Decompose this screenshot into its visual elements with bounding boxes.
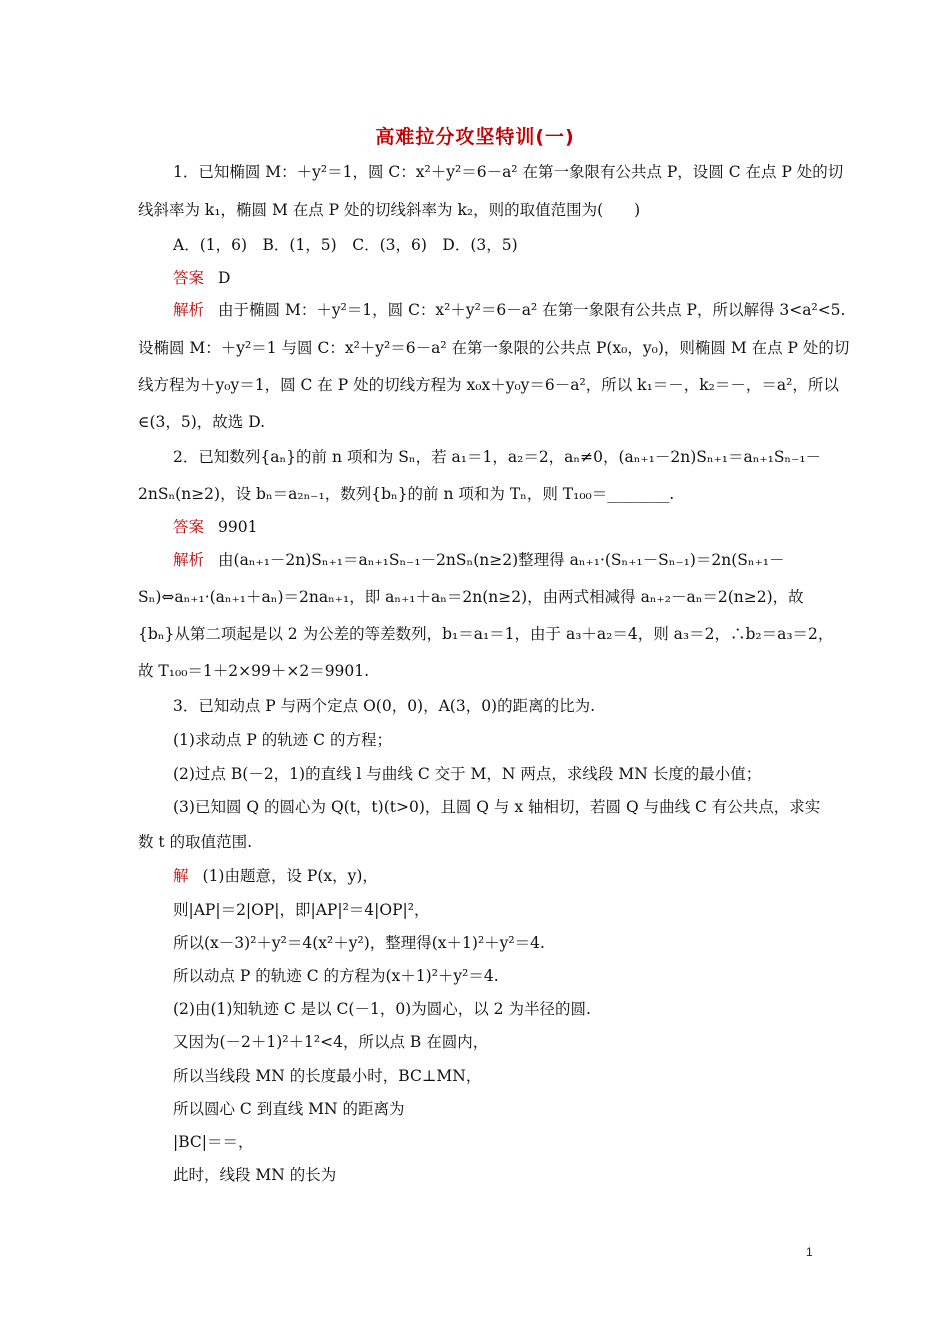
q1-stem-line-2: 线斜率为 k₁，椭圆 M 在点 P 处的切线斜率为 k₂，则的取值范围为( ) bbox=[138, 201, 641, 219]
q2-analysis-line-4: 故 T₁₀₀＝1＋2×99＋×2＝9901. bbox=[138, 662, 370, 680]
q3-stem-line-1: 3．已知动点 P 与两个定点 O(0，0)，A(3，0)的距离的比为. bbox=[173, 697, 596, 715]
q1-analysis-line-2: 设椭圆 M：＋y²＝1 与圆 C：x²＋y²＝6－a² 在第一象限的公共点 P(x₀，y₀)，则椭圆 M 在点 P 处的切 bbox=[138, 339, 850, 357]
answer-label: 答案 bbox=[173, 518, 205, 536]
analysis-text: 由于椭圆 M：＋y²＝1，圆 C：x²＋y²＝6－a² 在第一象限有公共点 P，所以解得 3<a²<5. bbox=[218, 301, 846, 319]
solution-text: (1)由题意，设 P(x，y)， bbox=[202, 867, 378, 885]
q3-solution-line-7: 所以当线段 MN 的长度最小时，BC⊥MN， bbox=[173, 1067, 482, 1085]
q3-part-2: (2)过点 B(－2，1)的直线 l 与曲线 C 交于 M，N 两点，求线段 MN 长度的最小值； bbox=[173, 765, 762, 783]
q1-answer bbox=[173, 268, 230, 288]
q3-part-3-line-1: (3)已知圆 Q 的圆心为 Q(t，t)(t>0)，且圆 Q 与 x 轴相切，若圆 Q 与曲线 C 有公共点，求实 bbox=[173, 798, 821, 816]
q1-analysis-line-1 bbox=[173, 300, 845, 320]
q3-solution-line-8: 所以圆心 C 到直线 MN 的距离为 bbox=[173, 1100, 405, 1118]
q2-stem-line-1: 2．已知数列{aₙ}的前 n 项和为 Sₙ，若 a₁＝1，a₂＝2，aₙ≠0，(aₙ₊₁－2n)Sₙ₊₁＝aₙ₊₁Sₙ₋₁－ bbox=[173, 448, 822, 466]
analysis-label: 解析 bbox=[173, 551, 205, 569]
solution-label: 解 bbox=[173, 867, 189, 885]
q3-part-3-line-2: 数 t 的取值范围. bbox=[138, 833, 253, 851]
q1-options: A．(1，6) B．(1，5) C．(3，6) D．(3，5) bbox=[173, 236, 518, 254]
q1-analysis-line-3: 线方程为＋y₀y＝1，圆 C 在 P 处的切线方程为 x₀x＋y₀y＝6－a²，所以 k₁＝－，k₂＝－，＝a²，所以 bbox=[138, 376, 839, 394]
q1-analysis-line-4: ∈(3，5)，故选 D. bbox=[138, 413, 266, 431]
q2-analysis-line-2: Sₙ)⇔aₙ₊₁·(aₙ₊₁＋aₙ)＝2naₙ₊₁，即 aₙ₊₁＋aₙ＝2n(n≥2)，由两式相减得 aₙ₊₂－aₙ＝2(n≥2)，故 bbox=[138, 588, 804, 606]
q2-analysis-line-1 bbox=[173, 550, 785, 570]
analysis-text: 由(aₙ₊₁－2n)Sₙ₊₁＝aₙ₊₁Sₙ₋₁－2nSₙ(n≥2)整理得 aₙ₊₁·(Sₙ₊₁－Sₙ₋₁)＝2n(Sₙ₊₁－ bbox=[218, 551, 785, 569]
q2-analysis-line-3: {bₙ}从第二项起是以 2 为公差的等差数列，b₁＝a₁＝1，由于 a₃＋a₂＝4，则 a₃＝2，∴b₂＝a₃＝2， bbox=[138, 625, 834, 643]
q3-solution-line-10: 此时，线段 MN 的长为 bbox=[173, 1166, 337, 1184]
q3-solution-line-4: 所以动点 P 的轨迹 C 的方程为(x＋1)²＋y²＝4. bbox=[173, 967, 499, 985]
answer-value: 9901 bbox=[218, 518, 258, 536]
q3-solution-line-6: 又因为(－2＋1)²＋1²<4，所以点 B 在圆内， bbox=[173, 1033, 489, 1051]
answer-label: 答案 bbox=[173, 269, 205, 287]
q1-stem-line-1: 1．已知椭圆 M：＋y²＝1，圆 C：x²＋y²＝6－a² 在第一象限有公共点 P，设圆 C 在点 P 处的切 bbox=[173, 163, 844, 181]
q3-solution-line-5: (2)由(1)知轨迹 C 是以 C(－1，0)为圆心，以 2 为半径的圆. bbox=[173, 1000, 591, 1018]
q3-part-1: (1)求动点 P 的轨迹 C 的方程； bbox=[173, 731, 392, 749]
q3-solution-line-2: 则|AP|＝2|OP|，即|AP|²＝4|OP|²， bbox=[173, 901, 430, 919]
q2-answer bbox=[173, 517, 257, 537]
q2-stem-line-2: 2nSₙ(n≥2)，设 bₙ＝a₂ₙ₋₁，数列{bₙ}的前 n 项和为 Tₙ，则 T₁₀₀＝________. bbox=[138, 485, 675, 503]
page-number: 1 bbox=[806, 1245, 813, 1259]
q3-solution-line-9: |BC|＝＝， bbox=[173, 1133, 254, 1151]
page-title: 高难拉分攻坚特训(一) bbox=[375, 126, 575, 148]
analysis-label: 解析 bbox=[173, 301, 205, 319]
q3-solution-line-1 bbox=[173, 866, 378, 886]
answer-value: D bbox=[218, 269, 231, 287]
q3-solution-line-3: 所以(x－3)²＋y²＝4(x²＋y²)，整理得(x＋1)²＋y²＝4. bbox=[173, 934, 545, 952]
